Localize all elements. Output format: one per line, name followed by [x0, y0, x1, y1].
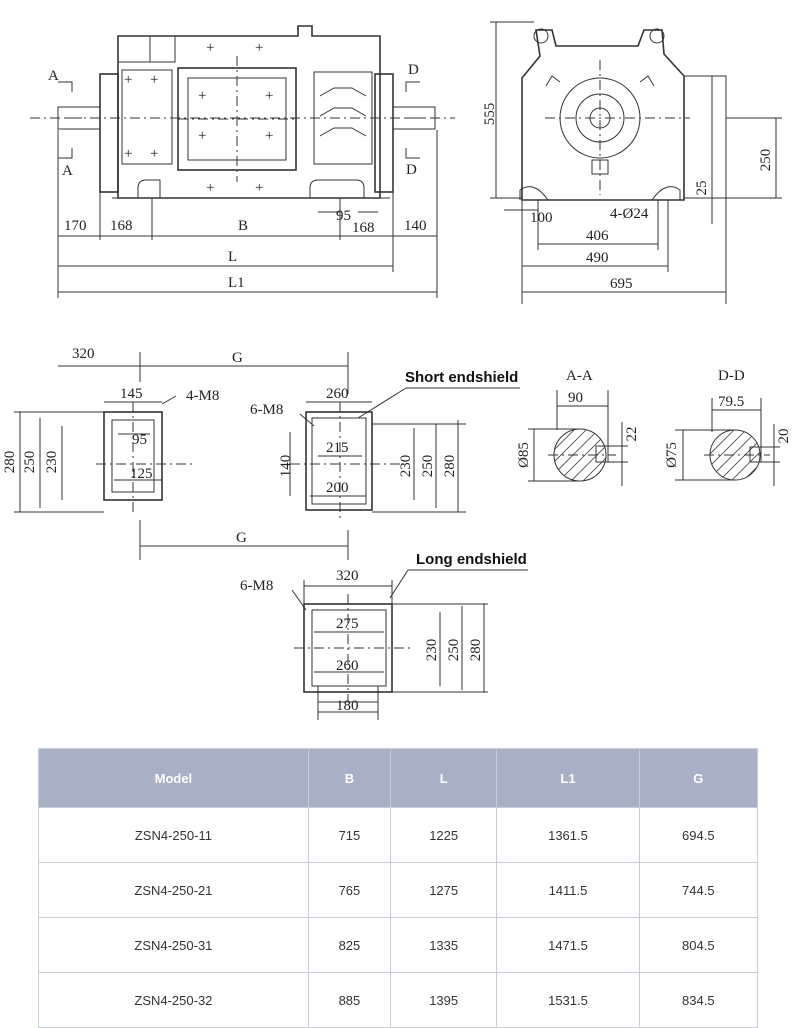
- dim-180: 180: [336, 698, 359, 714]
- dim-d85: Ø85: [516, 442, 532, 468]
- dim-g-long: G: [236, 530, 247, 546]
- cell-l1: 1531.5: [497, 973, 639, 1028]
- cell-b: 825: [308, 918, 390, 973]
- dim-280-short: 280: [442, 454, 458, 478]
- cell-l: 1395: [391, 973, 497, 1028]
- cell-g: 804.5: [639, 918, 757, 973]
- table-row: [39, 808, 758, 863]
- dim-168-left: 168: [110, 218, 133, 234]
- dim-168-right: 168: [352, 220, 375, 236]
- dim-l1: L1: [228, 275, 245, 291]
- cell-b: 715: [308, 808, 390, 863]
- svg-text:+: +: [124, 146, 133, 162]
- header-model: Model: [39, 749, 309, 808]
- cell-g: 834.5: [639, 973, 757, 1028]
- svg-text:+: +: [265, 88, 274, 104]
- dim-170: 170: [64, 218, 87, 234]
- cell-l: 1225: [391, 808, 497, 863]
- dim-230-short: 230: [398, 454, 414, 478]
- end-view: [482, 22, 782, 304]
- dim-90: 90: [568, 390, 583, 406]
- dim-230-a: 230: [44, 450, 60, 474]
- cell-l: 1335: [391, 918, 497, 973]
- svg-text:+: +: [198, 128, 207, 144]
- dim-320-offset: 320: [72, 346, 95, 362]
- dim-406: 406: [586, 228, 609, 244]
- dim-250-a: 250: [22, 450, 38, 474]
- dim-230-long: 230: [424, 638, 440, 662]
- cell-model: ZSN4-250-11: [39, 808, 309, 863]
- dim-320-long: 320: [336, 568, 359, 584]
- dim-25: 25: [694, 180, 710, 196]
- dim-555: 555: [482, 102, 498, 126]
- cell-b: 765: [308, 863, 390, 918]
- cell-model: ZSN4-250-32: [39, 973, 309, 1028]
- short-endshield-label: Short endshield: [405, 369, 519, 386]
- header-b: B: [308, 749, 390, 808]
- cell-l: 1275: [391, 863, 497, 918]
- box-long-endshield: [140, 520, 528, 720]
- dim-22: 22: [624, 426, 640, 442]
- dim-b: B: [238, 218, 249, 234]
- cell-b: 885: [308, 973, 390, 1028]
- dim-6-m8-long: 6-M8: [240, 578, 274, 594]
- dim-250-long: 250: [446, 638, 462, 662]
- dim-250-short: 250: [420, 454, 436, 478]
- section-d-d-title: D-D: [718, 368, 745, 384]
- dim-4-m8: 4-M8: [186, 388, 220, 404]
- dim-260-short: 260: [326, 386, 349, 402]
- dim-280-long: 280: [468, 638, 484, 662]
- table-header-row: [39, 749, 758, 808]
- header-l: L: [391, 749, 497, 808]
- section-d-d: [664, 368, 792, 486]
- long-endshield-label: Long endshield: [416, 551, 527, 568]
- cell-l1: 1411.5: [497, 863, 639, 918]
- offset-dims: [58, 346, 348, 394]
- section-a-top: A: [48, 68, 59, 84]
- cell-model: ZSN4-250-31: [39, 918, 309, 973]
- dim-695: 695: [610, 276, 633, 292]
- cell-g: 744.5: [639, 863, 757, 918]
- dim-125: 125: [130, 466, 153, 482]
- header-g: G: [639, 749, 757, 808]
- dim-200: 200: [326, 480, 349, 496]
- svg-text:+: +: [206, 180, 215, 196]
- dim-95: 95: [336, 208, 351, 224]
- svg-text:+: +: [255, 40, 264, 56]
- dim-140: 140: [404, 218, 427, 234]
- svg-text:+: +: [150, 146, 159, 162]
- svg-text:+: +: [124, 72, 133, 88]
- cell-g: 694.5: [639, 808, 757, 863]
- section-a-a-title: A-A: [566, 368, 593, 384]
- cell-l1: 1361.5: [497, 808, 639, 863]
- dim-95-box: 95: [132, 432, 147, 448]
- table-row: [39, 863, 758, 918]
- dim-g-offset: G: [232, 350, 243, 366]
- svg-text:+: +: [198, 88, 207, 104]
- section-a-bottom: A: [62, 163, 73, 179]
- dim-215: 215: [326, 440, 349, 456]
- dim-l: L: [228, 249, 238, 265]
- dim-145: 145: [120, 386, 143, 402]
- model-spec-table: [38, 748, 758, 1028]
- box-short-endshield: [250, 369, 520, 518]
- svg-text:+: +: [255, 180, 264, 196]
- dim-490: 490: [586, 250, 609, 266]
- dim-260-long: 260: [336, 658, 359, 674]
- cell-l1: 1471.5: [497, 918, 639, 973]
- section-d-bottom: D: [406, 162, 417, 178]
- svg-text:+: +: [206, 40, 215, 56]
- box-a: [2, 386, 219, 514]
- dim-140-box: 140: [278, 454, 294, 478]
- table-row: [39, 918, 758, 973]
- table-row: [39, 973, 758, 1028]
- dim-d75: Ø75: [664, 442, 680, 468]
- svg-text:+: +: [265, 128, 274, 144]
- side-view: [30, 26, 455, 298]
- svg-text:+: +: [150, 72, 159, 88]
- dim-79-5: 79.5: [718, 394, 745, 410]
- dim-280-a: 280: [2, 450, 18, 474]
- dim-6-m8-short: 6-M8: [250, 402, 284, 418]
- cell-model: ZSN4-250-21: [39, 863, 309, 918]
- dim-4-d24: 4-Ø24: [610, 206, 649, 222]
- header-l1: L1: [497, 749, 639, 808]
- dim-275: 275: [336, 616, 359, 632]
- dim-250-end: 250: [758, 148, 774, 172]
- section-d-top: D: [408, 62, 419, 78]
- section-a-a: [516, 368, 640, 486]
- dim-20: 20: [776, 428, 792, 444]
- dim-100: 100: [530, 210, 553, 226]
